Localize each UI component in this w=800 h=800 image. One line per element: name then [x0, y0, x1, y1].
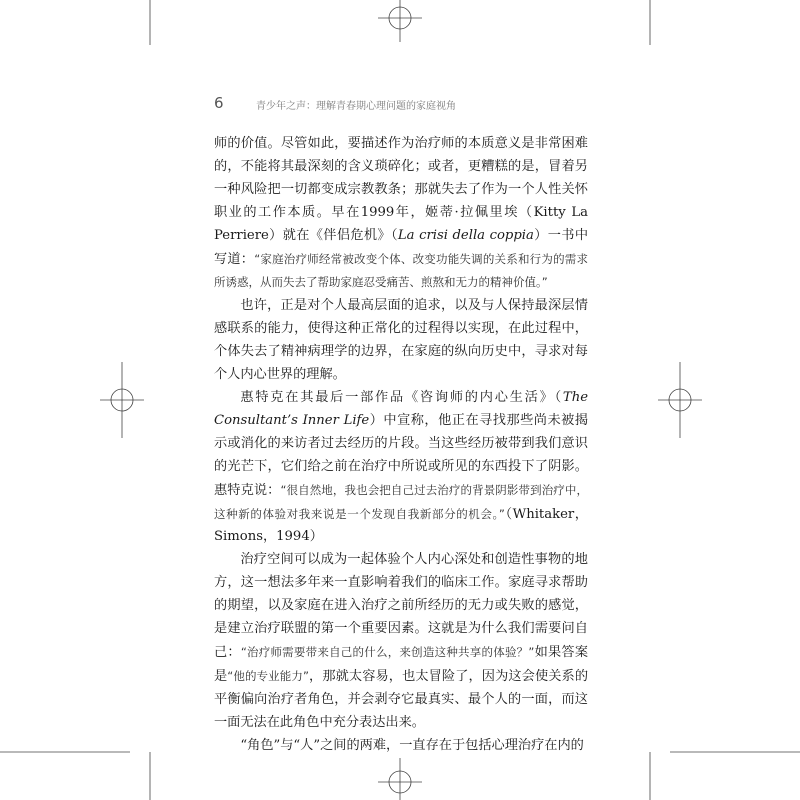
registration-mark-top: [378, 0, 422, 42]
text-run: 也许，正是对个人最高层面的追求，以及与人保持最深层情感联系的能力，使得这种正常化的过程得以实现，在此过程中，个体失去了精神病理学的边界，在家庭的纵向历史中，寻求对每个人内心世界的理解。: [214, 298, 588, 383]
text-run: 治疗空间可以成为一起体验个人内心深处和创造性事物的地方，这一想法多年来一直影响着我们的临床工作。家庭寻求帮助的期望，以及家庭在进入治疗之前所经历的无力或失败的感觉，是建立治疗联盟的第一个重要因素。这就是为什么我们需要问自己：: [214, 552, 588, 660]
text-run: ）中宣称，他正在寻找那些尚未被揭示或消化的来访者过去经历的片段。当这些经历被带到我们意识的光芒下，它们给之前在治疗中所说或所见的东西投下了阴影。惠特克说：: [214, 412, 589, 498]
paragraph: [214, 735, 588, 758]
quotation: “治疗师需要带来自己的什么，来创造这种共享的体验？”: [240, 644, 535, 659]
quotation: “他的专业能力”: [227, 668, 309, 683]
page-number: 6: [214, 94, 224, 112]
paragraph: [214, 387, 588, 549]
body-text: [214, 133, 588, 757]
running-title: 青少年之声：理解青春期心理问题的家庭视角: [256, 101, 456, 112]
registration-mark-right: [658, 362, 702, 438]
paragraph: [214, 295, 588, 387]
text-run: 如果答案是: [214, 644, 589, 684]
text-run: ）一书中写道：: [214, 227, 589, 267]
registration-mark-left: [100, 362, 144, 438]
text-run: （Whitaker，Simons，1994）: [214, 506, 588, 545]
text-run: ，那就太容易，也太冒险了，因为这会使关系的平衡偏向治疗者角色，并会剥夺它最真实、最个人的一面，而这一面无法在此角色中充分表达出来。: [214, 668, 589, 730]
text-run: “角色”与“人”之间的两难，一直存在于包括心理治疗在内的: [240, 737, 584, 753]
quotation: “很自然地，我也会把自己过去治疗的背景阴影带到治疗中，这种新的体验对我来说是一个发现自我新部分的机会。”: [214, 482, 588, 521]
quotation: “家庭治疗师经常被改变个体、改变功能失调的关系和行为的需求所诱惑，从而失去了帮助家庭忍受痛苦、煎熬和无力的精神价值。”: [214, 251, 589, 290]
italic-title: The Consultant’s Inner Life: [214, 389, 588, 428]
text-run: 师的价值。尽管如此，要描述作为治疗师的本质意义是非常困难的，不能将其最深刻的含义琐碎化；或者，更糟糕的是，冒着另一种风险把一切都变成宗教教条；那就失去了作为一个人性关怀职业的工作本质。早在1999年，姬蒂·拉佩里埃（Kitty La Perriere）就在《伴侣危机》（: [214, 136, 588, 243]
registration-mark-bottom: [378, 758, 422, 800]
italic-title: La crisi della coppia: [397, 227, 534, 243]
paragraph: [214, 133, 588, 295]
text-run: 惠特克在其最后一部作品《咨询师的内心生活》（: [240, 389, 563, 405]
paragraph: [214, 549, 588, 734]
